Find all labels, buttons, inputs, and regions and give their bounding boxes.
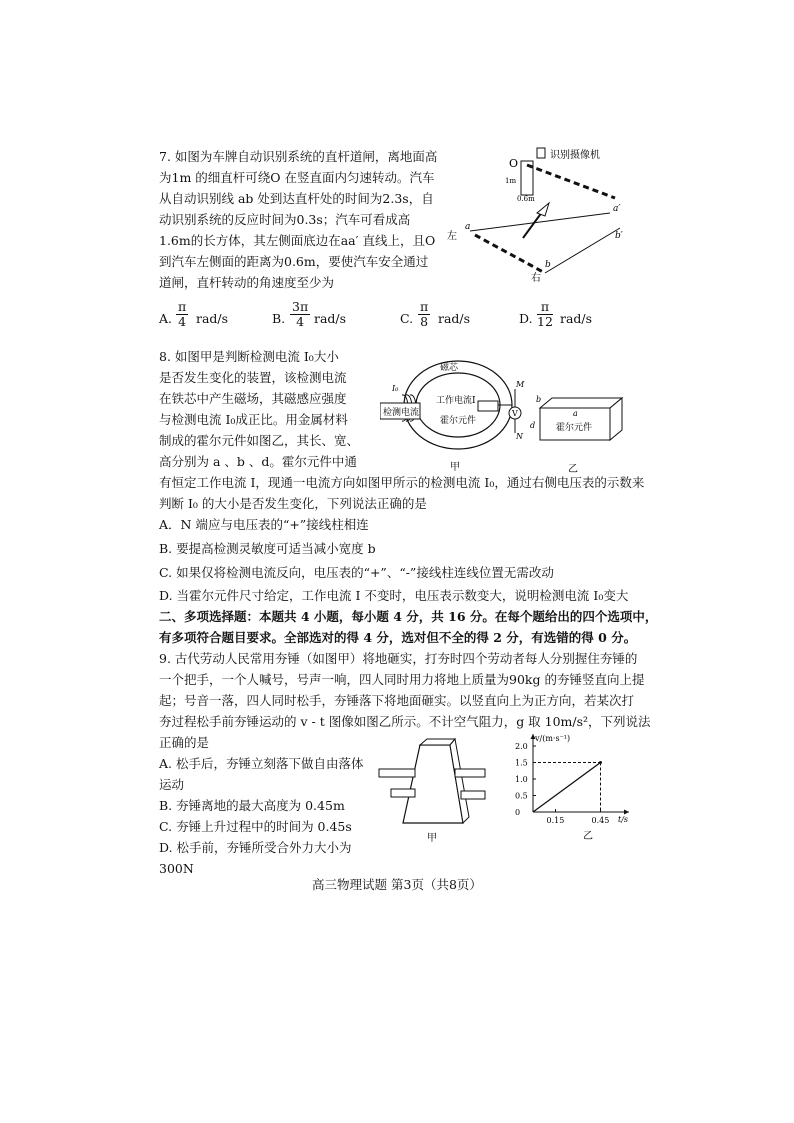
q7-option-fraction	[537, 300, 553, 329]
q7-option-letter: D.	[519, 311, 533, 326]
box-top	[540, 398, 622, 408]
q9-line: 起；号音一落，四人同时松手，夯锤落下将地面砸实。以竖直向上为正方向，若某次打	[159, 693, 635, 708]
q7-line: 到汽车左侧面的距离为0.6m，要使汽车安全通过	[159, 254, 429, 269]
gate-bar	[527, 165, 615, 198]
rammer-handle	[461, 791, 485, 799]
road-line-bb	[545, 228, 620, 273]
q7-fig-h: 1m	[505, 177, 517, 185]
q7-fig-a2: a′	[613, 204, 621, 214]
chart-ylabel: v/(m·s⁻¹)	[535, 734, 571, 743]
rammer-handle	[379, 769, 415, 777]
q7-fig-o: O	[509, 157, 519, 170]
q9-option: 300N	[159, 861, 194, 876]
q7-fig-b2: b′	[615, 231, 623, 241]
q8-fig-m: M	[516, 380, 525, 389]
q9-line: 夯过程松手前夯锤运动的 v - t 图像如图乙所示。不计空气阻力，g 取 10m/s²，下列说法	[159, 714, 651, 729]
q8-fig-hall2: 霍尔元件	[556, 423, 593, 433]
q7-fig-b: b	[545, 260, 551, 270]
q8-fig-jia: 甲	[450, 462, 460, 473]
q8-fig-d: d	[530, 421, 536, 430]
q8-line: 与检测电流 I₀成正比。用金属材料	[159, 412, 348, 427]
q8-figure-jia	[380, 355, 530, 475]
q9-line: 一个把手，一个人喊号，号声一响，四人同时用力将地上质量为90kg 的夯锤竖直向上提	[159, 672, 645, 687]
data-point	[599, 761, 602, 764]
rammer-top	[420, 739, 455, 745]
q7-fig-right: 右	[531, 273, 541, 283]
fraction-numerator: π	[420, 299, 429, 314]
q7-line: 1.6m的长方体，其左侧面底边在aa′ 直线上，且O	[159, 233, 436, 248]
q7-line: 从自动识别线 ab 处到达直杆处的时间为2.3s，自	[159, 191, 434, 206]
x-axis-arrow	[624, 810, 629, 815]
q9-line: 正确的是	[159, 735, 210, 750]
q9-option: C. 夯锤上升过程中的时间为 0.45s	[159, 819, 352, 834]
q9-option: 运动	[159, 777, 185, 792]
q7-fig-left: 左	[447, 231, 457, 242]
q7-figure	[445, 143, 625, 283]
q7-line: 动识别系统的反应时间为0.3s；汽车可看成高	[159, 212, 411, 227]
y-tick-label: 1.0	[515, 775, 528, 784]
fraction-denominator: 12	[537, 314, 553, 329]
y-tick-label: 1.5	[515, 758, 528, 768]
q8-fig-detect: 检测电流	[383, 408, 420, 418]
q8-line: 在铁芯中产生磁场，其磁感应强度	[159, 391, 347, 406]
q8-option: B. 要提高检测灵敏度可适当减小宽度 b	[159, 541, 376, 556]
rammer-handle	[391, 789, 415, 797]
q8-option: A．N 端应与电压表的“+”接线柱相连	[159, 517, 369, 532]
q9-option: A. 松手后，夯锤立刻落下做自由落体	[159, 756, 364, 771]
chart-ticks	[515, 742, 609, 825]
fraction-denominator: 4	[296, 314, 305, 329]
q8-fig-a: a	[573, 409, 578, 418]
q9-line: 9. 古代劳动人民常用夯锤（如图甲）将地砸实，打夯时四个劳动者每人分别握住夯锤的	[159, 651, 638, 666]
recognition-line	[475, 235, 545, 273]
q7-option-fraction	[176, 300, 188, 329]
q8-line: 是否发生变化的装置，该检测电流	[159, 370, 347, 385]
q8-fig-v: V	[512, 409, 518, 418]
q9-fig-yi: 乙	[583, 831, 593, 842]
fraction-numerator: 3π	[292, 299, 309, 314]
q8-option: C. 如果仅将检测电流反向，电压表的“+”、“-”接线柱连线位置无需改动	[159, 565, 554, 580]
fraction-numerator: π	[537, 300, 553, 315]
q8-line: 有恒定工作电流 I，现通一电流方向如图甲所示的检测电流 I₀，通过右侧电压表的示数来	[159, 475, 645, 490]
q7-option-unit: rad/s	[314, 311, 347, 326]
q7-line: 道闸，直杆转动的角速度至少为	[159, 275, 335, 290]
q8-fig-yi: 乙	[568, 464, 578, 475]
q8-fig-i0: I₀	[392, 384, 399, 393]
q7-option-letter: A.	[159, 311, 173, 326]
rammer-handle	[455, 769, 485, 777]
q8-line: 制成的霍尔元件如图乙，其长、宽、	[159, 433, 360, 448]
q8-line: 8. 如图甲是判断检测电流 I₀大小	[159, 349, 339, 364]
x-tick-label: 0.45	[591, 816, 610, 825]
q8-figure-yi	[530, 390, 630, 475]
y-tick-label: 0.5	[515, 791, 528, 801]
fraction-numerator: π	[178, 299, 187, 314]
y-tick-label: 0	[515, 808, 521, 817]
q7-line: 7. 如图为车牌自动识别系统的直杆道闸，离地面高	[159, 149, 438, 164]
q7-option-fraction	[290, 300, 310, 329]
q9-vt-chart	[505, 730, 635, 845]
q7-option-unit: rad/s	[438, 311, 471, 326]
page-footer: 高三物理试题 第3页（共8页）	[312, 877, 482, 892]
camera-icon	[537, 148, 545, 158]
arrow-head	[537, 203, 549, 216]
chart-marks	[533, 761, 602, 812]
y-tick-label: 2.0	[515, 742, 528, 751]
q7-option-letter: C.	[400, 311, 414, 326]
q7-option-letter: B.	[272, 311, 286, 326]
q7-option-unit: rad/s	[196, 311, 229, 326]
q7-option-fraction	[418, 300, 430, 329]
section-line: 有多项符合题目要求。全部选对的得 4 分，选对但不全的得 2 分，有选错的得 0 分。	[159, 630, 637, 645]
q9-fig-jia: 甲	[427, 833, 437, 844]
q8-fig-b: b	[536, 395, 542, 404]
section-line: 二、多项选择题：本题共 4 小题，每小题 4 分，共 16 分。在每个题给出的四个选项中，	[159, 609, 658, 624]
q8-line: 高分别为 a 、b 、d。霍尔元件中通	[159, 454, 357, 469]
fraction-denominator: 4	[178, 314, 187, 329]
q8-fig-work: 工作电流I	[436, 396, 476, 406]
q7-line: 为1m 的细直杆可绕O 在竖直面内匀速转动。汽车	[159, 170, 435, 185]
q7-fig-camera: 识别摄像机	[550, 150, 600, 161]
q9-figure-jia	[375, 735, 490, 845]
chart-xlabel: t/s	[618, 815, 629, 824]
q7-fig-d: 0.6m	[517, 195, 535, 203]
q7-fig-a: a	[465, 222, 471, 232]
q8-option: D. 当霍尔元件尺寸给定，工作电流 I 不变时，电压表示数变大，说明检测电流 I₀变大	[159, 588, 629, 603]
q9-option: D. 松手前，夯锤所受合外力大小为	[159, 840, 352, 855]
q8-fig-core: 磁芯	[440, 363, 459, 373]
hall-chip	[478, 401, 498, 411]
q9-option: B. 夯锤离地的最大高度为 0.45m	[159, 798, 345, 813]
x-tick-label: 0.15	[546, 816, 565, 825]
q8-fig-hall: 霍尔元件	[440, 416, 477, 426]
q7-option-unit: rad/s	[560, 311, 593, 326]
q8-fig-n: N	[516, 432, 523, 441]
series-line	[533, 763, 601, 813]
q8-line: 判断 I₀ 的大小是否发生变化，下列说法正确的是	[159, 496, 427, 511]
fraction-denominator: 8	[420, 314, 429, 329]
